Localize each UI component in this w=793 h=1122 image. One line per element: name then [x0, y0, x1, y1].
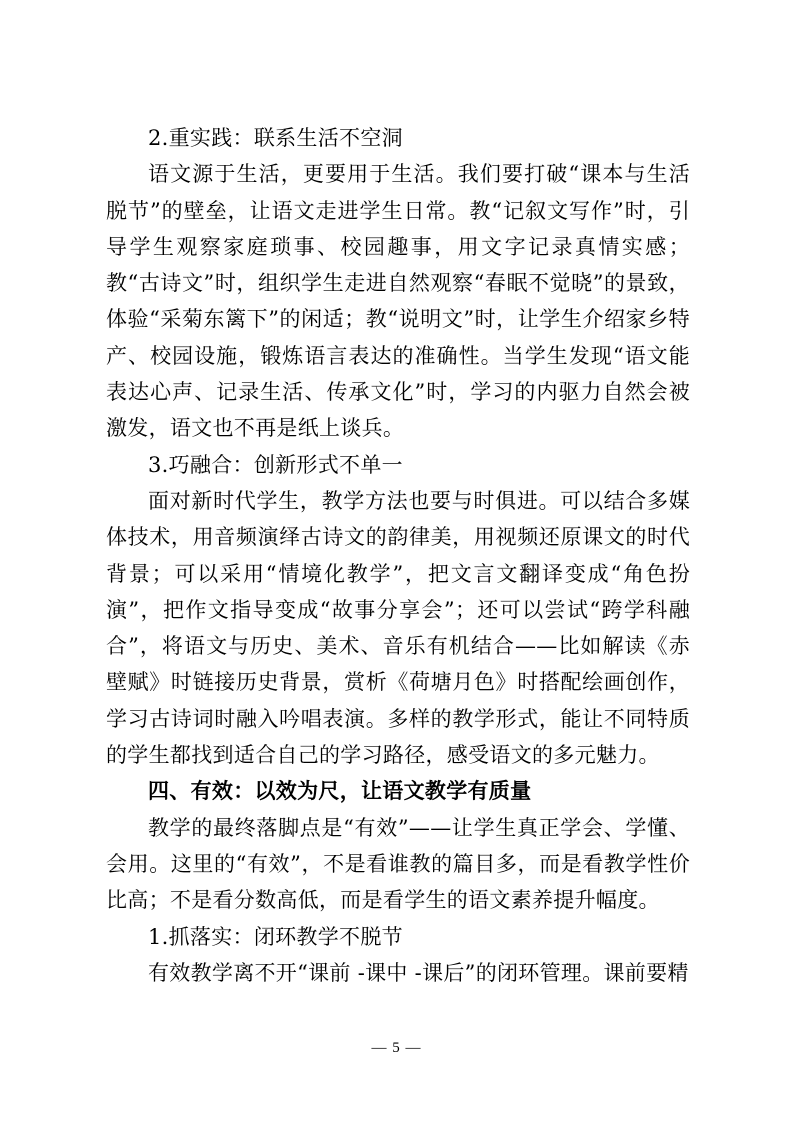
subheading-implementation: 1.抓落实：闭环教学不脱节	[148, 924, 403, 949]
subheading-integration: 3.巧融合：创新形式不单一	[148, 452, 403, 477]
section-heading-effectiveness: 四、有效：以效为尺，让语文教学有质量	[148, 779, 532, 804]
paragraph-practice: 语文源于生活，更要用于生活。我们要打破“课本与生活脱节”的壁垒，让语文走进学生日常。教“记叙文写作”时，引导学生观察家庭琐事、校园趣事，用文字记录真情实感；教“古诗文”时，组织学生走进自然观察“春眠不觉晓”的景致，体验“采菊东篱下”的闲适；教“说明文”时，让学生介绍家乡特产、校园设施，锻炼语言表达的准确性。当学生发现“语文能表达心声、记录生活、传承文化”时，学习的内驱力自然会被激发，语文也不再是纸上谈兵。	[106, 162, 690, 441]
page-number: — 5 —	[371, 1040, 422, 1056]
paragraph-integration: 面对新时代学生，教学方法也要与时俱进。可以结合多媒体技术，用音频演绎古诗文的韵律美，用视频还原课文的时代背景；可以采用“情境化教学”，把文言文翻译变成“角色扮演”，把作文指导变成“故事分享会”；还可以尝试“跨学科融合”，将语文与历史、美术、音乐有机结合——比如解读《赤壁赋》时链接历史背景，赏析《荷塘月色》时搭配绘画创作，学习古诗词时融入吟唱表演。多样的教学形式，能让不同特质的学生都找到适合自己的学习路径，感受语文的多元魅力。	[106, 488, 690, 768]
document-body	[106, 120, 690, 991]
paragraph-implementation: 有效教学离不开“课前 -课中 -课后”的闭环管理。课前要精	[148, 960, 689, 985]
paragraph-effectiveness: 教学的最终落脚点是“有效”——让学生真正学会、学懂、会用。这里的“有效”，不是看谁教的篇目多，而是看教学性价比高；不是看分数高低，而是看学生的语文素养提升幅度。	[106, 815, 690, 913]
subheading-practice: 2.重实践：联系生活不空洞	[148, 126, 403, 150]
